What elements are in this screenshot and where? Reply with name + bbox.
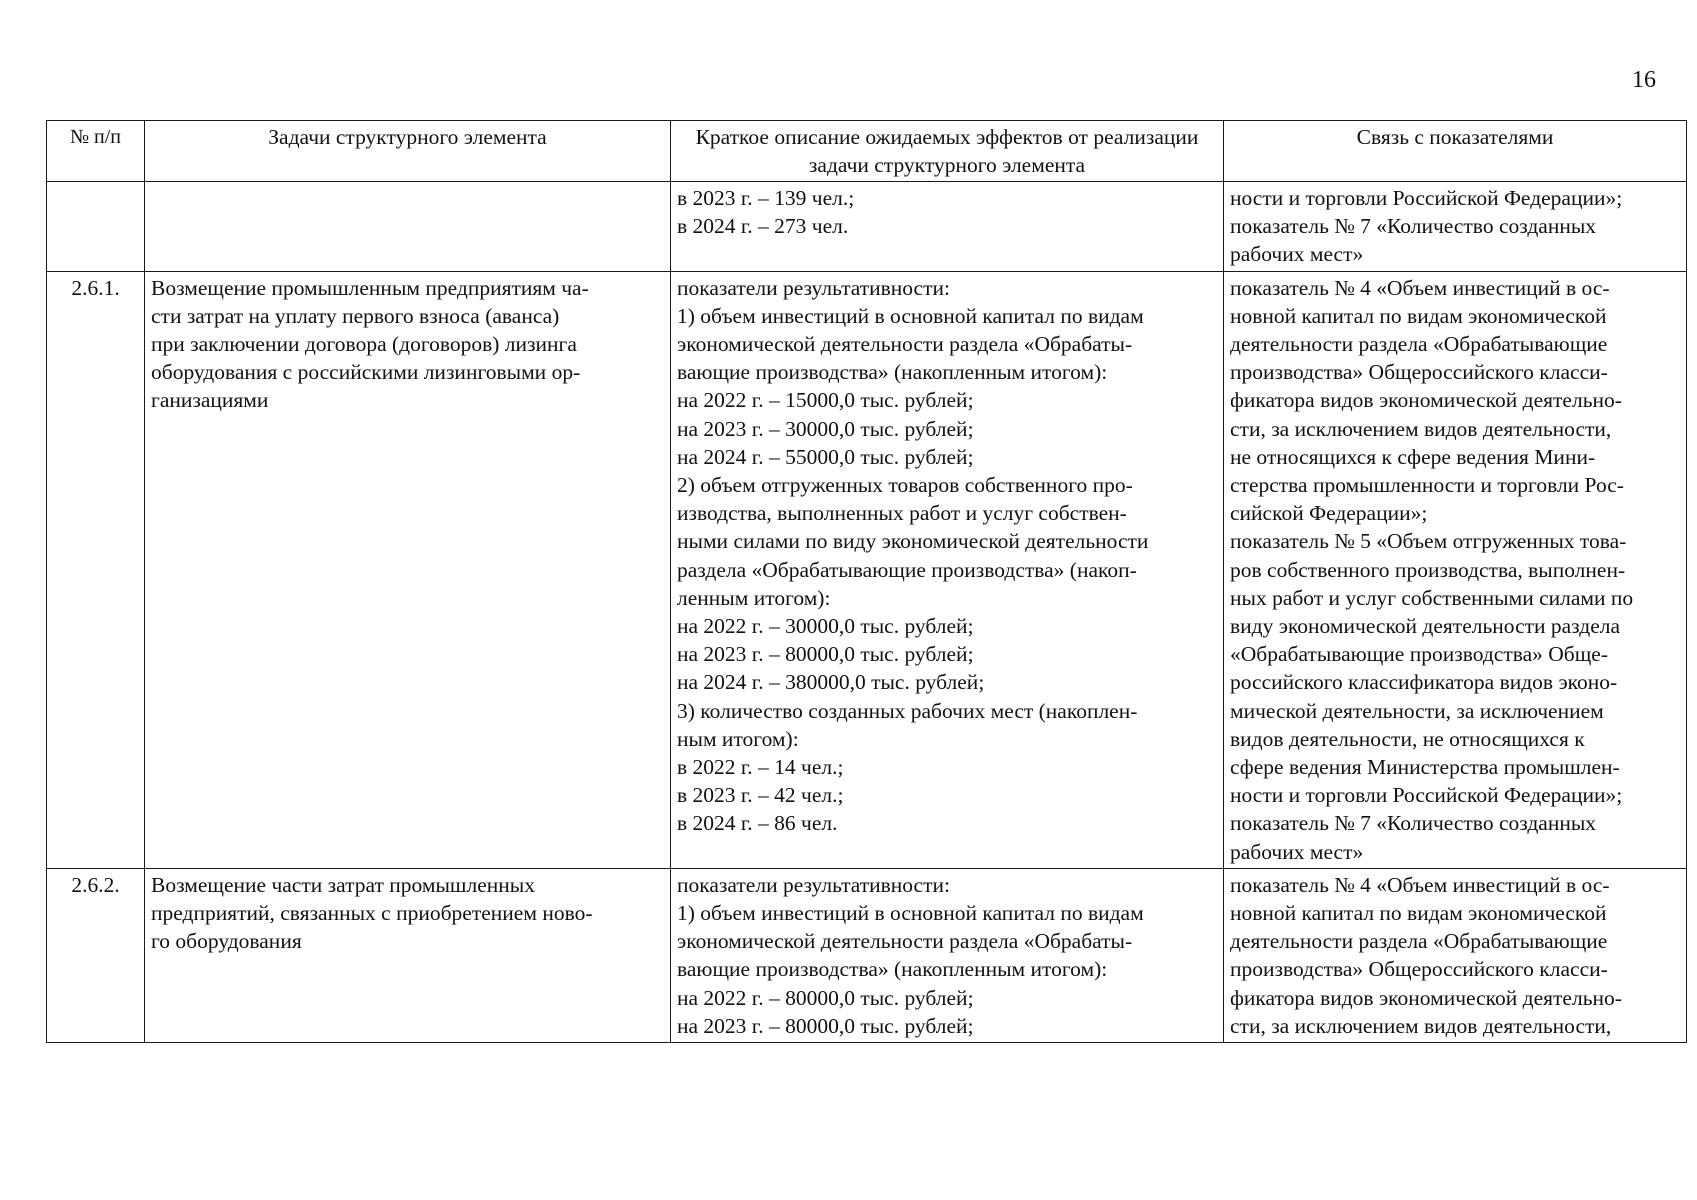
indicator-line: новной капитал по видам экономической	[1230, 901, 1607, 926]
effects-cell	[671, 868, 1224, 1042]
task-line: предприятий, связанных с приобретением ново-	[151, 901, 593, 926]
effects-line: 3) количество созданных рабочих мест (накоплен-	[677, 698, 1138, 723]
indicator-line: виду экономической деятельности раздела	[1230, 614, 1621, 639]
indicator-line: рабочих мест»	[1230, 839, 1364, 864]
indicator-line: производства» Общероссийского класси-	[1230, 360, 1608, 385]
effects-line: показатели результативности:	[677, 872, 950, 897]
table-row	[47, 868, 1687, 1042]
task-line: го оборудования	[151, 929, 302, 954]
effects-cell	[671, 271, 1224, 868]
effects-line: 1) объем инвестиций в основной капитал по видам	[677, 901, 1144, 926]
indicator-line: ров собственного производства, выполнен-	[1230, 557, 1626, 582]
row-number-cell	[47, 182, 145, 272]
task-line: оборудования с российскими лизинговыми ор-	[151, 360, 581, 385]
indicator-line: сфере ведения Министерства промышлен-	[1230, 755, 1620, 780]
effects-line: ным итогом):	[677, 726, 799, 751]
indicator-line: показатель № 4 «Объем инвестиций в ос-	[1230, 872, 1610, 897]
header-tasks: Задачи структурного элемента	[145, 121, 671, 182]
effects-line: в 2024 г. – 86 чел.	[677, 811, 838, 836]
table-row	[47, 182, 1687, 272]
indicator-line: фикатора видов экономической деятельно-	[1230, 388, 1622, 413]
indicator-line: ных работ и услуг собственными силами по	[1230, 585, 1634, 610]
task-line: Возмещение части затрат промышленных	[151, 872, 535, 897]
effects-line: вающие производства» (накопленным итогом):	[677, 957, 1108, 982]
indicator-line: новной капитал по видам экономической	[1230, 303, 1607, 328]
task-line: сти затрат на уплату первого взноса (аванса)	[151, 303, 560, 328]
indicator-line: деятельности раздела «Обрабатывающие	[1230, 929, 1608, 954]
indicators-cell	[1224, 271, 1687, 868]
table-body	[47, 182, 1687, 1043]
effects-line: в 2024 г. – 273 чел.	[677, 214, 849, 239]
header-number: № п/п	[47, 121, 145, 182]
indicator-line: сти, за исключением видов деятельности,	[1230, 1013, 1612, 1038]
indicator-line: не относящихся к сфере ведения Мини-	[1230, 444, 1596, 469]
indicator-line: показатель № 5 «Объем отгруженных това-	[1230, 529, 1627, 554]
task-line: при заключении договора (договоров) лизинга	[151, 332, 577, 357]
page-number: 16	[1632, 67, 1656, 93]
indicator-line: стерства промышленности и торговли Рос-	[1230, 473, 1624, 498]
row-number-cell: 2.6.2.	[47, 868, 145, 1042]
indicators-cell	[1224, 868, 1687, 1042]
effects-line: экономической деятельности раздела «Обрабаты-	[677, 929, 1133, 954]
indicator-line: ности и торговли Российской Федерации»;	[1230, 186, 1623, 210]
effects-line: на 2022 г. – 80000,0 тыс. рублей;	[677, 985, 974, 1010]
task-line: ганизациями	[151, 388, 269, 413]
indicators-cell	[1224, 182, 1687, 272]
table-header-row	[47, 121, 1687, 182]
indicator-line: показатель № 4 «Объем инвестиций в ос-	[1230, 275, 1610, 300]
effects-cell	[671, 182, 1224, 272]
indicator-line: сийской Федерации»;	[1230, 501, 1428, 526]
effects-line: на 2023 г. – 80000,0 тыс. рублей;	[677, 1013, 974, 1038]
indicator-line: производства» Общероссийского класси-	[1230, 957, 1608, 982]
effects-line: на 2024 г. – 380000,0 тыс. рублей;	[677, 670, 985, 695]
effects-line: на 2022 г. – 30000,0 тыс. рублей;	[677, 614, 974, 639]
effects-line: вающие производства» (накопленным итогом):	[677, 360, 1108, 385]
effects-line: ленным итогом):	[677, 585, 831, 610]
indicator-line: рабочих мест»	[1230, 242, 1364, 267]
effects-line: экономической деятельности раздела «Обрабаты-	[677, 332, 1133, 357]
effects-line: на 2023 г. – 30000,0 тыс. рублей;	[677, 416, 974, 441]
indicator-line: сти, за исключением видов деятельности,	[1230, 416, 1612, 441]
indicator-line: видов деятельности, не относящихся к	[1230, 726, 1585, 751]
effects-line: раздела «Обрабатывающие производства» (накоп-	[677, 557, 1137, 582]
effects-line: изводства, выполненных работ и услуг собствен-	[677, 501, 1127, 526]
table-row	[47, 271, 1687, 868]
effects-line: ными силами по виду экономической деятельности	[677, 529, 1149, 554]
effects-line: 2) объем отгруженных товаров собственного про-	[677, 473, 1133, 498]
indicator-line: показатель № 7 «Количество созданных	[1230, 811, 1597, 836]
task-cell	[145, 868, 671, 1042]
effects-line: в 2023 г. – 42 чел.;	[677, 783, 844, 808]
effects-line: на 2023 г. – 80000,0 тыс. рублей;	[677, 642, 974, 667]
task-line: Возмещение промышленным предприятиям ча-	[151, 275, 589, 300]
indicator-line: мической деятельности, за исключением	[1230, 698, 1604, 723]
effects-line: на 2024 г. – 55000,0 тыс. рублей;	[677, 444, 974, 469]
indicator-line: российского классификатора видов эконо-	[1230, 670, 1618, 695]
effects-line: в 2022 г. – 14 чел.;	[677, 755, 844, 780]
indicator-line: фикатора видов экономической деятельно-	[1230, 985, 1622, 1010]
indicator-line: ности и торговли Российской Федерации»;	[1230, 783, 1623, 808]
effects-line: 1) объем инвестиций в основной капитал по видам	[677, 303, 1144, 328]
structural-element-tasks-table	[46, 120, 1687, 1043]
effects-line: показатели результативности:	[677, 275, 950, 300]
effects-line: на 2022 г. – 15000,0 тыс. рублей;	[677, 388, 974, 413]
task-cell	[145, 271, 671, 868]
header-indicators: Связь с показателями	[1224, 121, 1687, 182]
task-cell	[145, 182, 671, 272]
header-effects: Краткое описание ожидаемых эффектов от реализации задачи структурного элемента	[671, 121, 1224, 182]
indicator-line: деятельности раздела «Обрабатывающие	[1230, 332, 1608, 357]
indicator-line: «Обрабатывающие производства» Обще-	[1230, 642, 1609, 667]
row-number-cell: 2.6.1.	[47, 271, 145, 868]
indicator-line: показатель № 7 «Количество созданных	[1230, 214, 1597, 239]
effects-line: в 2023 г. – 139 чел.;	[677, 186, 855, 210]
